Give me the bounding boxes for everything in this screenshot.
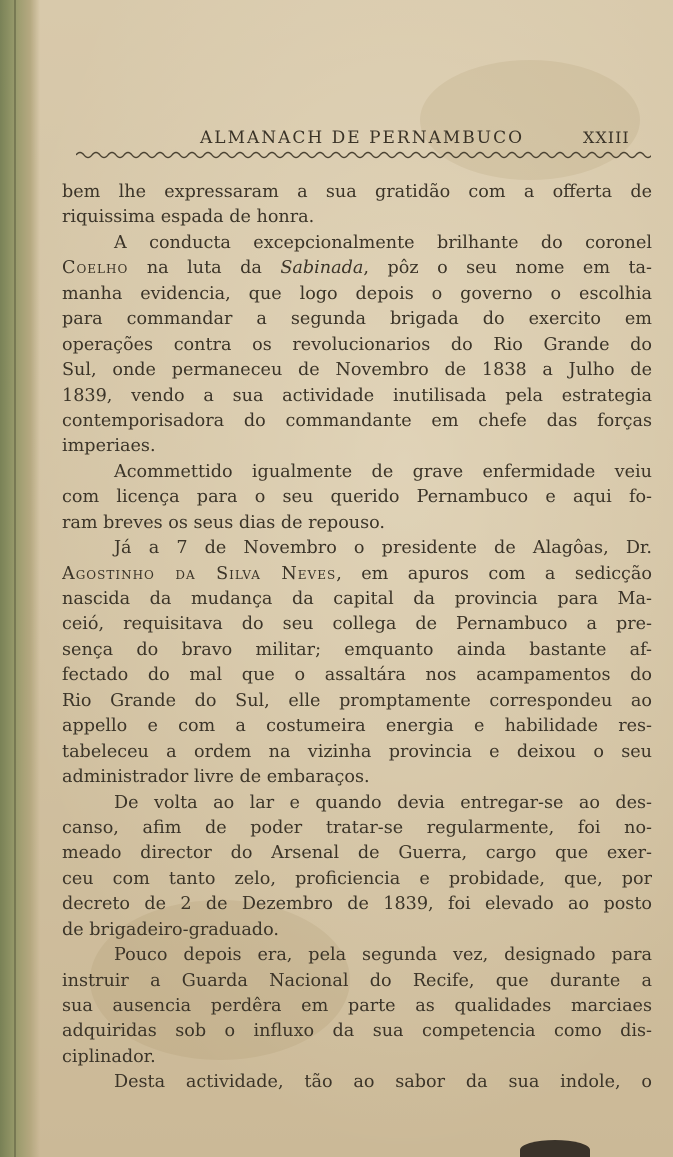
paragraph-first-line: A conducta excepcionalmente brilhante do coronel [114,232,652,253]
text-line: fectado do mal que o assaltára nos acampamentos do [62,665,652,686]
text-line: decreto de 2 de Dezembro de 1839, foi elevado ao posto [62,894,652,915]
text-line: instruir a Guarda Nacional do Recife, que durante a [62,970,652,991]
text-line: contemporisadora do commandante em chefe das forças [62,410,652,431]
text-line-with-name [62,256,652,281]
text-line: ciplinador. [62,1046,156,1067]
text-fragment: , pôz o seu nome em ta- [363,258,652,279]
text-line: adquiridas sob o influxo da sua competencia como dis- [62,1021,652,1042]
body-text [62,180,652,1096]
page-gutter-shadow [0,0,40,1157]
text-line: appello e com a costumeira energia e habilidade res- [62,716,652,737]
text-line: imperiaes. [62,436,156,457]
text-line: ceu com tanto zelo, proficiencia e probidade, que, por [62,868,652,889]
text-line: sua ausencia perdêra em parte as qualidades marciaes [62,996,652,1016]
text-line: de brigadeiro-graduado. [62,919,279,940]
text-line: Sul, onde permaneceu de Novembro de 1838 a Julho de [62,360,652,381]
text-line: nascida da mudança da capital da provincia para Ma- [62,589,652,609]
text-line: sença do bravo militar; emquanto ainda bastante af- [62,639,652,660]
text-line: Rio Grande do Sul, elle promptamente correspondeu ao [62,690,652,711]
paragraph-first-line: De volta ao lar e quando devia entregar-se ao des- [114,792,652,813]
text-line: 1839, vendo a sua actividade inutilisada pela estrategia [62,385,652,406]
ink-blot [520,1140,590,1157]
paragraph-first-line: Desta actividade, tão ao sabor da sua indole, o [114,1072,652,1093]
text-line: riquissima espada de honra. [62,207,315,228]
text-line: administrador livre de embaraços. [62,767,370,788]
paragraph-first-line: Pouco depois era, pela segunda vez, designado para [114,945,652,966]
header-title: ALMANACH DE PERNAMBUCO [200,128,525,148]
paragraph-first-line: Já a 7 de Novembro o presidente de Alagôas, Dr. [114,538,652,559]
text-line: tabeleceu a ordem na vizinha provincia e deixou o seu [62,741,652,762]
text-line: ram breves os seus dias de repouso. [62,512,386,533]
text-line: meado director do Arsenal de Guerra, cargo que exer- [62,843,652,864]
text-line: canso, afim de poder tratar-se regularmente, foi no- [62,817,652,838]
text-line: para commandar a segunda brigada do exercito em [62,309,652,330]
paper-stain [420,60,640,180]
text-line: operações contra os revolucionarios do Rio Grande do [62,334,652,355]
text-line-with-name [62,562,652,587]
text-line: ceió, requisitava do seu collega de Pernambuco a pre- [62,614,652,635]
paragraph-first-line: Acommettido igualmente de grave enfermidade veiu [114,461,652,482]
text-line: com licença para o seu querido Pernambuco e aqui fo- [62,487,652,508]
italic-term: Sabinada [280,258,364,279]
person-name: Agostinho da Silva Neves [62,563,337,584]
text-fragment: , em apuros com a sedicção [336,563,652,584]
page-number: XXIII [583,128,630,147]
text-line: manha evidencia, que logo depois o governo o escolhia [62,283,652,304]
wavy-rule-ornament [76,150,651,160]
spine-line [14,0,16,1157]
person-name: Coelho [62,258,129,279]
text-fragment: na luta da [128,258,281,279]
text-line: bem lhe expressaram a sua gratidão com a offerta de [62,182,652,202]
